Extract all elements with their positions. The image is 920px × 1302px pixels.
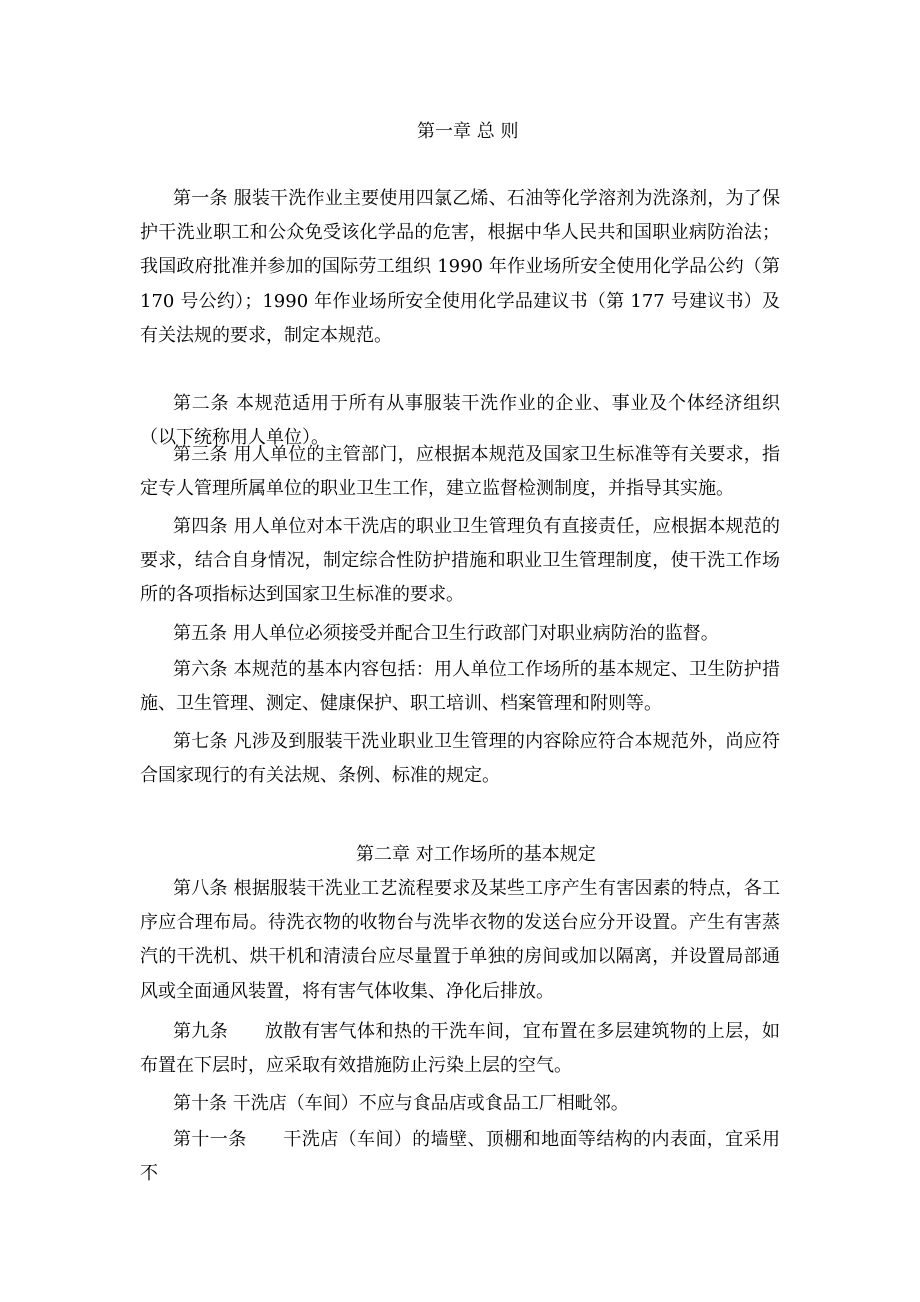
article-10: 第十条 干洗店（车间）不应与食品店或食品工厂相毗邻。 (173, 1093, 629, 1114)
article-3: 第三条 用人单位的主管部门，应根据本规范及国家卫生标准等有关要求，指定专人管理所属单位的职业卫生工作，建立监督检测制度，并指导其实施。 (140, 444, 780, 500)
chapter-2-title: 第二章 对工作场所的基本规定 (356, 844, 596, 865)
article-1: 第一条 服装干洗作业主要使用四氯乙烯、石油等化学溶剂为洗涤剂，为了保护干洗业职工和公众免受该化学品的危害，根据中华人民共和国职业病防治法；我国政府批准并参加的国际劳工组织 1990 年作业场所安全使用化学品公约（第 170 号公约）；1990 年作业场所安全使用化学品建议书（第 177 号建议书）及有关法规的要求，制定本规范。 (140, 188, 780, 346)
article-8: 第八条 根据服装干洗业工艺流程要求及某些工序产生有害因素的特点，各工序应合理布局。待洗衣物的收物台与洗毕衣物的发送台应分开设置。产生有害蒸汽的干洗机、烘干机和清渍台应尽量置于单独的房间或加以隔离，并设置局部通风或全面通风装置，将有害气体收集、净化后排放。 (140, 878, 780, 1002)
article-9: 第九条 放散有害气体和热的干洗车间，宜布置在多层建筑物的上层，如布置在下层时，应采取有效措施防止污染上层的空气。 (140, 1021, 780, 1077)
article-5: 第五条 用人单位必须接受并配合卫生行政部门对职业病防治的监督。 (173, 623, 719, 644)
chapter-1-title: 第一章 总 则 (417, 121, 519, 142)
article-6: 第六条 本规范的基本内容包括：用人单位工作场所的基本规定、卫生防护措施、卫生管理、测定、健康保护、职工培训、档案管理和附则等。 (140, 659, 780, 715)
article-4: 第四条 用人单位对本干洗店的职业卫生管理负有直接责任，应根据本规范的要求，结合自身情况，制定综合性防护措施和职业卫生管理制度，使干洗工作场所的各项指标达到国家卫生标准的要求。 (140, 516, 780, 606)
article-2: 第二条 本规范适用于所有从事服装干洗作业的企业、事业及个体经济组织（以下统称用人单位）。 (140, 393, 780, 449)
article-11: 第十一条 干洗店（车间）的墙壁、顶棚和地面等结构的内表面，宜采用不 (140, 1129, 780, 1185)
article-7: 第七条 凡涉及到服装干洗业职业卫生管理的内容除应符合本规范外，尚应符合国家现行的有关法规、条例、标准的规定。 (140, 731, 780, 787)
